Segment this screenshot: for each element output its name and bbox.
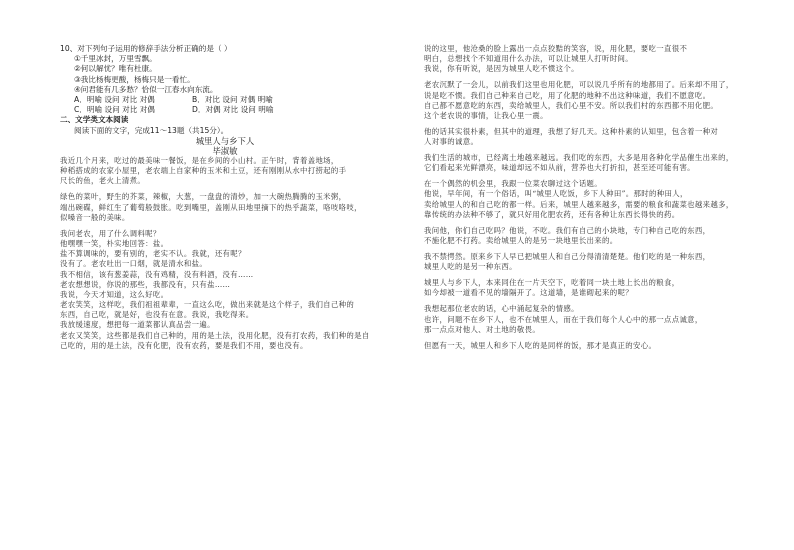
article-line: 城里人与乡下人，本来同住在一片天空下，吃着同一块土地上长出的粮食， — [424, 278, 680, 288]
article-line: 老农沉默了一会儿，以前我们这里也用化肥，可以说几乎所有的地都用了。后来却不用了， — [424, 80, 734, 90]
article-line: 在一个偶然的机会里，我跟一位菜农聊过这个话题。 — [424, 179, 603, 189]
article-line: 尺长的鱼，老火上清煮。 — [60, 176, 146, 186]
article-line: 那一点点对他人、对土地的敬畏。 — [424, 324, 541, 334]
article-line: 人对事的诚意。 — [424, 137, 479, 147]
article-line: 我们生活的城市，已经离土地越来越远。我们吃的东西，大多是用各种化学品催生出来的， — [424, 153, 734, 163]
question-10-item: ②何以解忧？唯有杜康。 — [74, 64, 157, 74]
article-line: 我问他，你们自己吃吗？他说，不吃。我们有自己的小块地，专门种自己吃的东西， — [424, 225, 711, 235]
option-d: D．对偶 对比 设问 明喻 — [192, 105, 274, 115]
article-author: 毕淑敏 — [212, 145, 238, 156]
article-line: 但愿有一天，城里人和乡下人吃的是同样的饭，那才是真正的安心。 — [424, 340, 657, 350]
article-line: 这个老农说的事情，让我心里一震。 — [424, 110, 548, 120]
reading-instruction: 阅读下面的文字，完成11～13题（共15分）。 — [74, 125, 229, 135]
article-line: 说是吃不惯。我们自己种来自己吃，用了化肥的地种不出这种味道，我们不愿意吃。 — [424, 90, 711, 100]
article-line: 他说，早年间，有一个俗话，叫“城里人吃饭，乡下人种田”。那时的种田人， — [424, 189, 688, 199]
article-line: 我问老农，用了什么调料呢？ — [60, 228, 161, 238]
article-line: 种稻搭成的农家小屋里，老农端上自家种的玉米和土豆，还有刚刚从水中打捞起的手 — [60, 166, 347, 176]
article-line: 说的这里，他沧桑的脸上露出一点点狡黠的笑容，说，用化肥，要吃一直很不 — [424, 44, 688, 53]
article-body-right — [424, 44, 754, 351]
article-line: 绿色的菜叶，野生的芥菜，辣椒，大葱，一盘盘的清炒，加一大碗热腾腾的玉米粥， — [60, 192, 347, 202]
article-line: 它们看起来光鲜漂亮，味道却远不如从前，营养也大打折扣，甚至还可能有害。 — [424, 163, 695, 173]
option-b: B．对比 设问 对偶 明喻 — [192, 94, 273, 104]
section-title: 二、文学类文本阅读 — [60, 115, 129, 125]
question-10-item: ④问君能有几多愁？恰似一江春水向东流。 — [74, 84, 218, 94]
article-line: 他嘿嘿一笑，朴实地回答：盐。 — [60, 238, 169, 248]
article-line: 老农又笑笑，这些都是我们自己种的，用的是土法，没用化肥，没有打农药，我们种的是自 — [60, 330, 370, 340]
right-column — [424, 44, 754, 351]
article-line: 东西，自己吃，就是好，也没有在意。我说，我吃得来。 — [60, 310, 254, 320]
question-10-options-cd — [60, 105, 390, 115]
article-line: 我想起那位老农的话，心中涌起复杂的情感。 — [424, 304, 579, 314]
article-line: 他的话其实很朴素，但其中的道理，我想了好几天。这种朴素的认知里，包含着一种对 — [424, 126, 719, 136]
article-title: 城里人与乡下人 — [195, 135, 255, 146]
article-line: 己吃的，用的是土法，没有化肥，没有农药，要是我们不用，要也没有。 — [60, 340, 308, 350]
article-line: 我近几个月来，吃过的最美味一餐饭，是在乡间的小山村。正午时，背着盖地场， — [60, 156, 339, 166]
article-line: 自己都不愿意吃的东西，卖给城里人，我们心里不安。所以我们村的东西都不用化肥。 — [424, 100, 719, 110]
article-line: 我说，今天才知道，这么好吃。 — [60, 289, 169, 299]
question-10-item: ①千里冰封，万里雪飘。 — [74, 54, 157, 64]
article-line: 如今却被一道看不见的墙隔开了。这道墙，是谁砌起来的呢？ — [424, 288, 633, 298]
article-line: 城里人吃的是另一种东西。 — [424, 262, 517, 272]
article-line: 不施化肥不打药。卖给城里人的是另一块地里长出来的。 — [424, 235, 618, 245]
question-10-stem: 10、对下列句子运用的修辞手法分析正确的是（ ） — [60, 44, 232, 53]
article-line: 盐不算调味的，要有别的，老实不认。我就，还有呢？ — [60, 249, 246, 259]
article-line: 我放缓速度，想把每一道菜都认真品尝一遍。 — [60, 320, 215, 330]
article-line: 没有了。老农吐出一口烟，就是清水和盐。 — [60, 259, 208, 269]
article-line: 卖给城里人的和自己吃的都一样。后来，城里人越来越多，需要的粮食和蔬菜也越来越多， — [424, 199, 734, 209]
question-10-item: ③我比杨梅更酸，杨梅只是一看忙。 — [74, 74, 195, 84]
question-10-options-ab — [60, 95, 390, 105]
article-line: 端出碗碟，鲜红生了葡萄般鼓胀。吃到嘴里，盖刚从田地里摘下的热乎蔬菜，咯吱咯吱， — [60, 202, 362, 212]
option-c: C．明喻 设问 对比 对偶 — [74, 105, 155, 115]
left-column — [60, 44, 390, 351]
article-line: 我不相信，该有葱姜蒜，没有鸡精，没有料酒，没有…… — [60, 269, 254, 279]
article-line: 我不禁愕然。原来乡下人早已把城里人和自己分得清清楚楚。他们吃的是一种东西， — [424, 251, 711, 261]
article-line: 也许，问题不在乡下人，也不在城里人，而在于我们每个人心中的那一点点诚意， — [424, 314, 703, 324]
article-line: 明白，总想找个不知道用什么办法，可以让城里人打听时间。 — [424, 54, 633, 64]
article-line: 靠传统的办法种不够了，就只好用化肥农药，还有各种让东西长得快的药。 — [424, 209, 680, 219]
article-line: 老农笑笑，这样吃，我们祖祖辈辈，一直这么吃，做出来就是这个样子，我们自己种的 — [60, 300, 355, 310]
option-a: A．明喻 设问 对比 对偶 — [74, 94, 155, 104]
article-body-left — [60, 156, 390, 351]
article-line: 我说，你有听说，是因为城里人吃不惯这个。 — [424, 64, 579, 74]
article-line: 老农想想说，你说的那些，我都没有，只有盐…… — [60, 279, 231, 289]
article-line: 似嗓音一般的美味。 — [60, 212, 130, 222]
